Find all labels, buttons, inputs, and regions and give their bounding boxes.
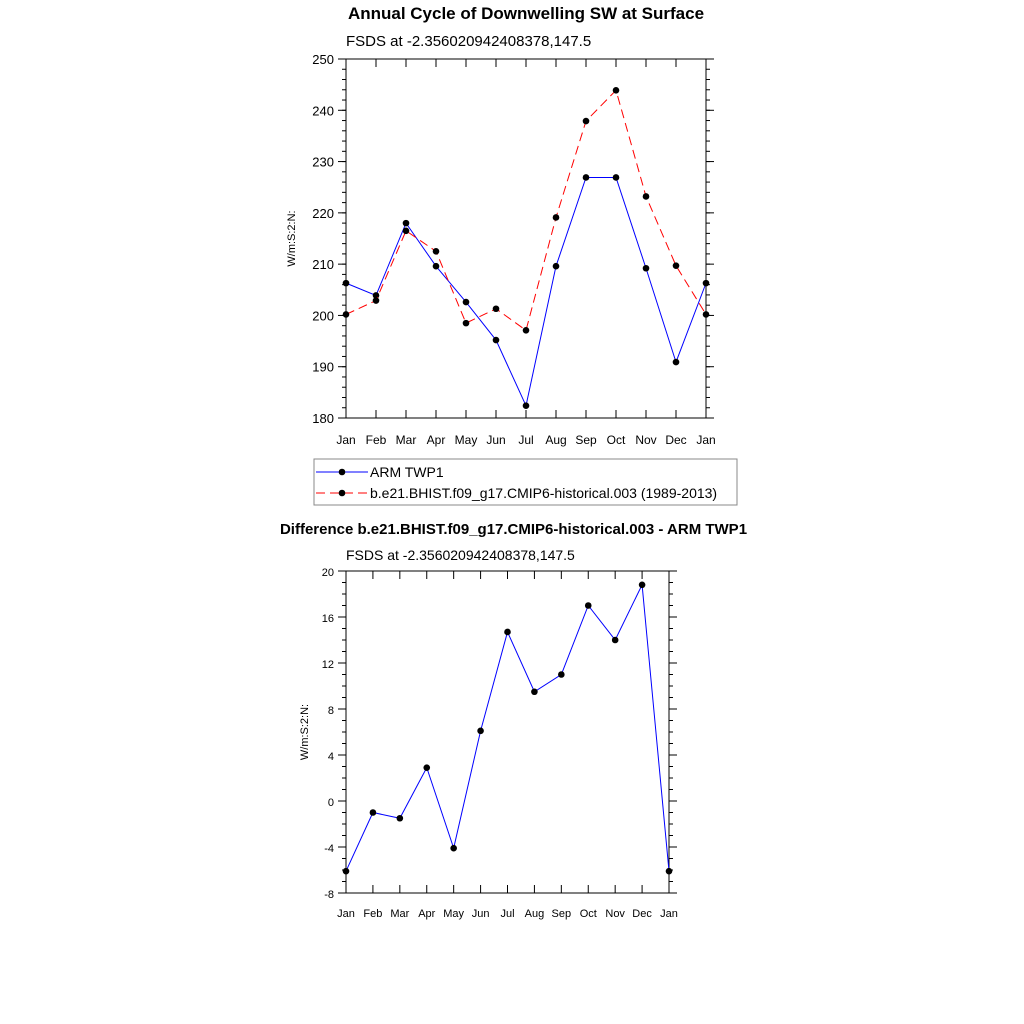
data-point [463, 299, 470, 306]
x-tick-label: Feb [363, 908, 383, 920]
y-tick-label: 0 [327, 797, 334, 809]
x-tick-label: Sep [551, 908, 572, 920]
x-tick-label: May [454, 433, 478, 447]
data-point [373, 297, 380, 304]
y-tick-label: -8 [324, 889, 334, 901]
y-tick-label: 180 [312, 411, 334, 426]
y-tick-label: 20 [321, 567, 334, 579]
data-point [403, 220, 410, 227]
data-point [666, 868, 673, 875]
y-tick-label: 240 [312, 103, 334, 119]
plot-frame [346, 571, 669, 893]
series-line-2 [346, 90, 706, 330]
y-tick-label: 210 [312, 257, 334, 273]
x-tick-label: Apr [426, 433, 446, 447]
y-tick-label: 190 [312, 359, 334, 375]
data-point [477, 728, 484, 735]
x-tick-label: Feb [365, 433, 387, 447]
x-tick-label: Dec [632, 908, 652, 920]
data-point [433, 248, 440, 255]
x-tick-label: Jan [696, 433, 716, 447]
y-axis-label: W/m:S:2:N: [299, 703, 311, 761]
data-point [639, 582, 646, 589]
x-tick-label: Jul [518, 433, 534, 447]
x-tick-label: Nov [605, 908, 625, 920]
y-tick-label: 230 [312, 154, 334, 170]
legend-label: b.e21.BHIST.f09_g17.CMIP6-historical.003 (1989-2013) [370, 485, 718, 501]
data-point [673, 262, 680, 269]
plot-2 [338, 571, 677, 893]
data-point [523, 327, 530, 334]
x-tick-label: Dec [665, 433, 687, 447]
data-point [433, 263, 440, 270]
data-point [613, 174, 620, 181]
x-tick-label: Aug [545, 433, 567, 447]
legend-label: ARM TWP1 [370, 464, 444, 480]
data-point [585, 602, 592, 609]
data-point [343, 868, 350, 875]
data-point [553, 263, 560, 270]
y-tick-label: 12 [321, 659, 334, 671]
data-point [558, 671, 565, 678]
data-point [504, 629, 511, 636]
y-tick-label: 8 [327, 705, 334, 717]
chart-subtitle: FSDS at -2.356020942408378,147.5 [346, 547, 575, 563]
x-tick-label: Jul [500, 908, 515, 920]
x-tick-label: Sep [575, 433, 597, 447]
x-tick-label: Apr [418, 908, 436, 920]
x-tick-label: Oct [606, 433, 626, 447]
data-point [450, 845, 457, 852]
data-point [403, 228, 410, 235]
x-tick-label: Mar [395, 433, 417, 447]
y-tick-label: 4 [327, 751, 334, 763]
data-point [343, 311, 350, 318]
series-line-1 [346, 177, 706, 405]
chart-title: Difference b.e21.BHIST.f09_g17.CMIP6-historical.003 - ARM TWP1 [279, 521, 748, 538]
legend-marker [339, 469, 346, 476]
data-point [612, 637, 619, 644]
data-point [613, 87, 620, 94]
x-tick-label: May [443, 908, 465, 920]
data-point [397, 815, 404, 822]
data-point [703, 280, 710, 287]
data-point [583, 174, 590, 181]
chart-subtitle: FSDS at -2.356020942408378,147.5 [346, 33, 592, 50]
y-tick-label: -4 [324, 843, 334, 855]
series-line-1 [346, 585, 669, 871]
y-tick-label: 250 [312, 52, 334, 67]
y-axis-label: W/m:S:2:N: [286, 210, 298, 267]
data-point [493, 337, 500, 344]
data-point [643, 265, 650, 272]
x-tick-label: Jan [660, 908, 678, 920]
x-tick-label: Jun [471, 908, 490, 920]
x-tick-label: Jun [486, 433, 506, 447]
y-tick-label: 16 [321, 613, 334, 625]
legend-marker [339, 490, 346, 497]
data-point [463, 320, 470, 327]
y-tick-label: 200 [312, 308, 334, 324]
data-point [583, 118, 590, 125]
data-point [673, 359, 680, 366]
x-tick-label: Nov [635, 433, 657, 447]
data-point [343, 280, 350, 287]
data-point [643, 193, 650, 200]
data-point [523, 402, 530, 409]
plot-1 [338, 59, 714, 418]
data-point [493, 305, 500, 312]
data-point [423, 764, 430, 771]
data-point [553, 214, 560, 221]
data-point [531, 688, 538, 695]
y-tick-label: 220 [312, 205, 334, 221]
data-point [370, 809, 377, 816]
x-tick-label: Aug [524, 908, 545, 920]
x-tick-label: Jan [337, 908, 355, 920]
x-tick-label: Mar [390, 908, 410, 920]
x-tick-label: Oct [579, 908, 597, 920]
chart-title: Annual Cycle of Downwelling SW at Surface [347, 4, 705, 23]
x-tick-label: Jan [336, 433, 356, 447]
data-point [703, 311, 710, 318]
